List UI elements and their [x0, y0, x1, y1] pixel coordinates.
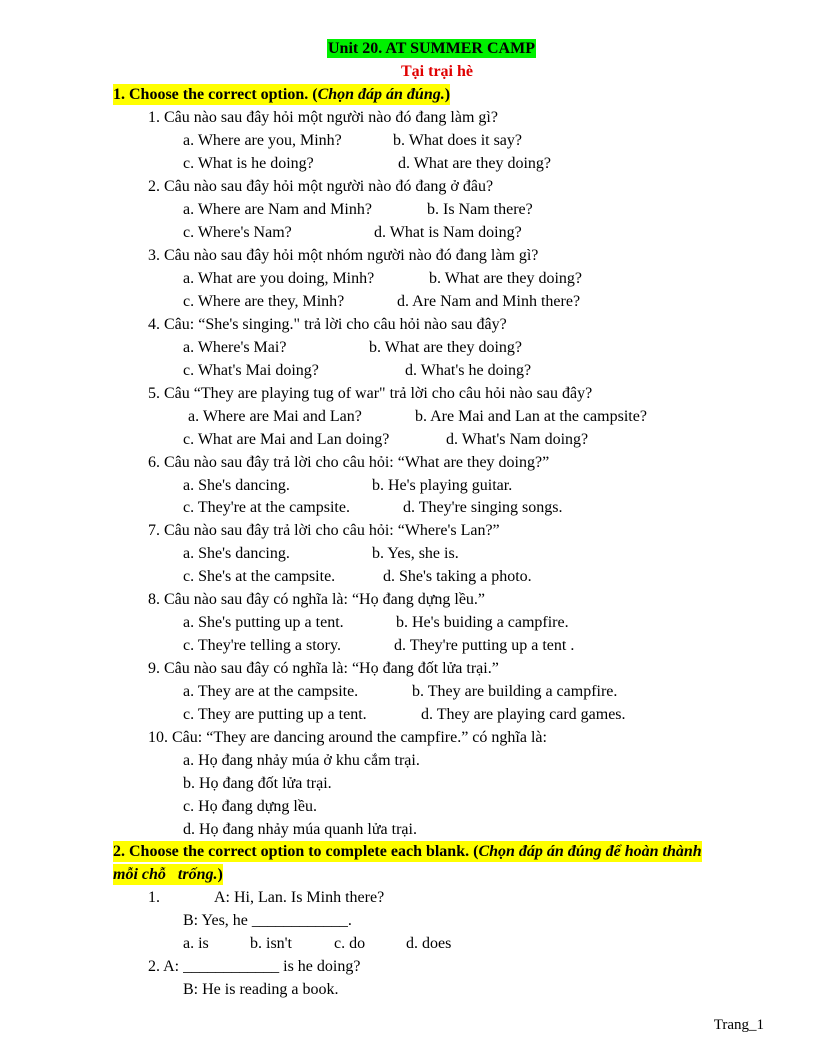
- option-b: b. He's buiding a campfire.: [396, 614, 569, 631]
- section-2-heading-line1: 2. Choose the correct option to complete each blank. (Chọn đáp án đúng để hoàn thành: [113, 843, 702, 860]
- option-b: b. What are they doing?: [429, 270, 582, 287]
- option-c: c. Họ đang dựng lều.: [183, 798, 317, 815]
- option-a: a. Họ đang nhảy múa ở khu cắm trại.: [183, 752, 420, 769]
- option-d: d. She's taking a photo.: [383, 568, 532, 585]
- option-a: a. She's dancing.: [183, 477, 290, 494]
- option-d: d. does: [406, 935, 452, 952]
- option-a: a. is: [183, 935, 209, 952]
- option-c: c. What's Mai doing?: [183, 362, 319, 379]
- page-number: Trang_1: [713, 1017, 764, 1033]
- question-5: 5. Câu “They are playing tug of war" trả lời cho câu hỏi nào sau đây?: [148, 385, 593, 402]
- option-d: d. What's he doing?: [405, 362, 532, 379]
- option-b: b. Is Nam there?: [427, 201, 533, 218]
- option-c: c. Where's Nam?: [183, 224, 292, 241]
- option-b: b. He's playing guitar.: [372, 477, 513, 494]
- section-1-heading: 1. Choose the correct option. (Chọn đáp án đúng.): [113, 86, 451, 103]
- question-6: 6. Câu nào sau đây trả lời cho câu hỏi: “What are they doing?”: [148, 454, 550, 471]
- question-9: 9. Câu nào sau đây có nghĩa là: “Họ đang đốt lửa trại.”: [148, 660, 499, 677]
- option-a: a. Where are you, Minh?: [183, 132, 342, 149]
- option-d: d. Are Nam and Minh there?: [397, 293, 581, 310]
- s2-question-1-line-a: A: Hi, Lan. Is Minh there?: [214, 889, 385, 906]
- option-c: c. They're at the campsite.: [183, 499, 350, 516]
- option-a: a. She's putting up a tent.: [183, 614, 344, 631]
- option-d: d. What is Nam doing?: [374, 224, 522, 241]
- question-8: 8. Câu nào sau đây có nghĩa là: “Họ đang dựng lều.”: [148, 591, 486, 608]
- option-c: c. Where are they, Minh?: [183, 293, 345, 310]
- option-a: a. What are you doing, Minh?: [183, 270, 375, 287]
- question-2: 2. Câu nào sau đây hỏi một người nào đó đang ở đâu?: [148, 178, 494, 195]
- option-a: a. Where are Nam and Minh?: [183, 201, 372, 218]
- option-d: d. They're putting up a tent .: [394, 637, 575, 654]
- question-3: 3. Câu nào sau đây hỏi một nhóm người nào đó đang làm gì?: [148, 247, 539, 264]
- question-4: 4. Câu: “She's singing." trả lời cho câu hỏi nào sau đây?: [148, 316, 507, 333]
- section-2-heading-line2: mỗi chỗ trống.): [113, 866, 223, 883]
- option-b: b. isn't: [250, 935, 292, 952]
- option-c: c. do: [334, 935, 366, 952]
- page-title: Unit 20. AT SUMMER CAMP: [328, 40, 535, 57]
- question-1: 1. Câu nào sau đây hỏi một người nào đó đang làm gì?: [148, 109, 498, 126]
- s2-question-1-line-b: B: Yes, he ____________.: [183, 912, 352, 929]
- s2-question-1-number: 1.: [148, 889, 160, 906]
- option-b: b. What are they doing?: [369, 339, 522, 356]
- option-d: d. Họ đang nhảy múa quanh lửa trại.: [183, 821, 417, 838]
- page-subtitle: Tại trại hè: [401, 63, 473, 80]
- option-b: b. They are building a campfire.: [412, 683, 618, 700]
- option-d: d. They are playing card games.: [421, 706, 626, 723]
- option-c: c. They are putting up a tent.: [183, 706, 367, 723]
- option-c: c. They're telling a story.: [183, 637, 341, 654]
- option-a: a. Where's Mai?: [183, 339, 287, 356]
- option-a: a. She's dancing.: [183, 545, 290, 562]
- option-d: d. What are they doing?: [398, 155, 551, 172]
- option-a: a. They are at the campsite.: [183, 683, 359, 700]
- option-b: b. What does it say?: [393, 132, 523, 149]
- option-b: b. Yes, she is.: [372, 545, 459, 562]
- option-d: d. What's Nam doing?: [446, 431, 589, 448]
- s2-question-2-line-b: B: He is reading a book.: [183, 981, 339, 998]
- question-10: 10. Câu: “They are dancing around the campfire.” có nghĩa là:: [148, 729, 547, 746]
- option-b: b. Are Mai and Lan at the campsite?: [415, 408, 647, 425]
- option-a: a. Where are Mai and Lan?: [188, 408, 362, 425]
- option-c: c. What is he doing?: [183, 155, 314, 172]
- option-c: c. She's at the campsite.: [183, 568, 336, 585]
- s2-question-2-line-a: 2. A: ____________ is he doing?: [148, 958, 361, 975]
- option-c: c. What are Mai and Lan doing?: [183, 431, 390, 448]
- option-b: b. Họ đang đốt lửa trại.: [183, 775, 332, 792]
- option-d: d. They're singing songs.: [403, 499, 563, 516]
- question-7: 7. Câu nào sau đây trả lời cho câu hỏi: “Where's Lan?”: [148, 522, 500, 539]
